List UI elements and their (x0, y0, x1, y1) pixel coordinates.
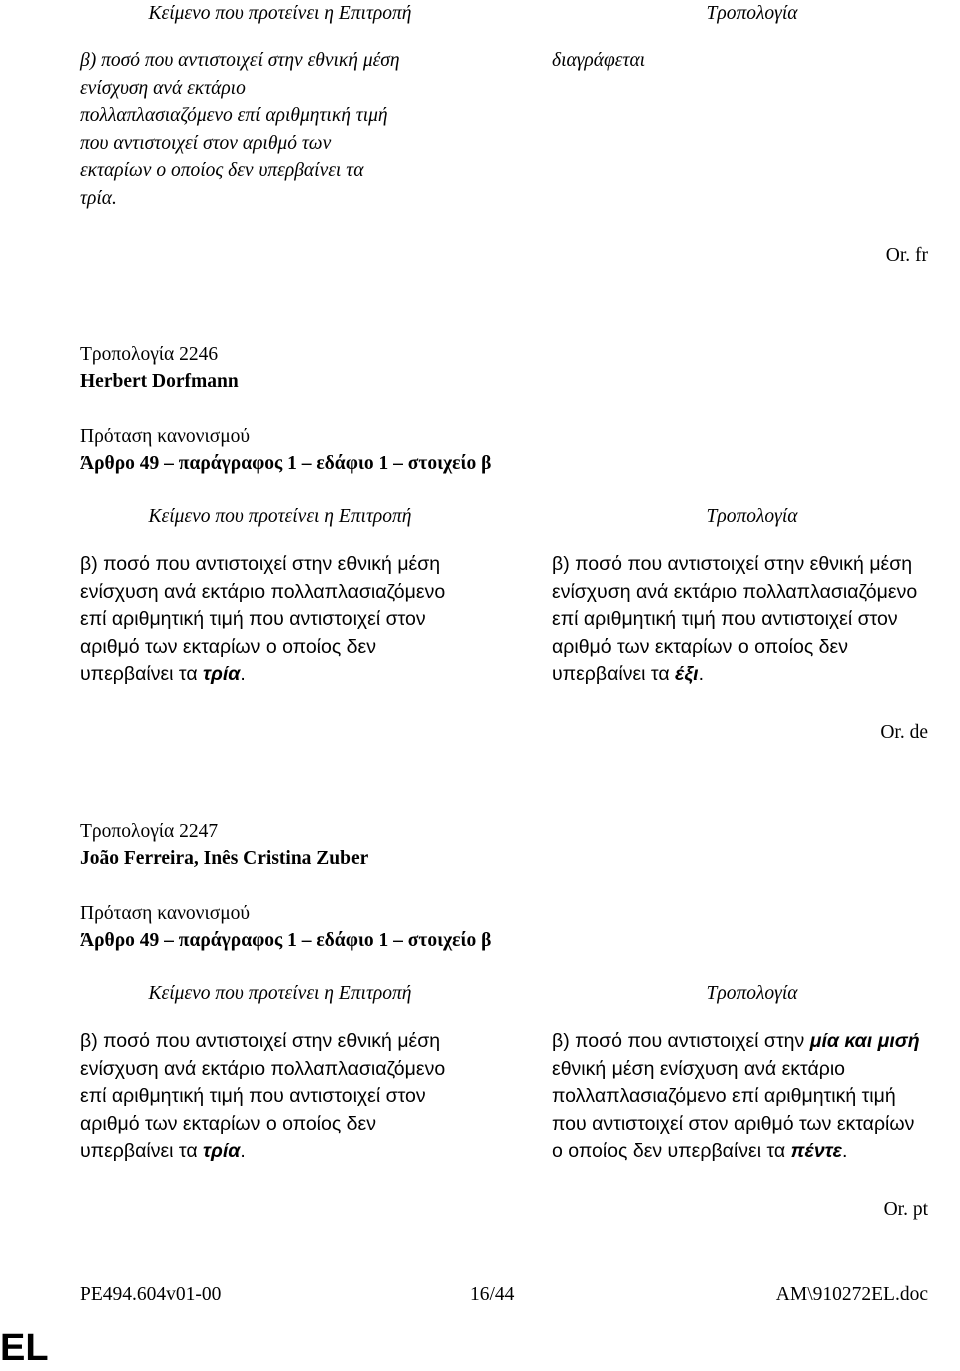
text-line (552, 661, 960, 689)
text-line: αριθμό των εκταρίων ο οποίος δεν (552, 635, 848, 658)
emphasized-text: τρία (203, 663, 241, 685)
text-line: β) ποσό που αντιστοιχεί στην εθνική μέση (80, 553, 441, 575)
text-line: πολλαπλασιαζόμενο επί αριθμητική τιμή (552, 1085, 896, 1107)
text-line: ενίσχυση ανά εκτάριο πολλαπλασιαζόμενο (552, 580, 918, 603)
original-language: Or. de (880, 722, 928, 743)
text-line: ενίσχυση ανά εκτάριο πολλαπλασιαζόμενο (80, 580, 446, 603)
commission-text-deleted (80, 47, 490, 212)
article-reference: Άρθρο 49 – παράγραφος 1 – εδάφιο 1 – στοιχείο β (80, 930, 492, 951)
text-line (80, 1138, 490, 1166)
text-line: που αντιστοιχεί στον αριθμό των εκταρίων (552, 1112, 915, 1135)
emphasized-text: έξι (675, 663, 699, 685)
column-heading-commission-text: Κείμενο που προτείνει η Επιτροπή (148, 506, 412, 527)
amendment-text (552, 551, 960, 689)
text-line: πολλαπλασιαζόμενο επί αριθμητική τιμή (80, 105, 388, 126)
text-line: επί αριθμητική τιμή που αντιστοιχεί στον (80, 608, 426, 630)
text-line (552, 1138, 960, 1166)
text-plain: . (240, 663, 246, 685)
amendment-text-deleted: διαγράφεται (552, 50, 646, 71)
text-plain: . (240, 1140, 246, 1162)
text-plain: ο οποίος δεν υπερβαίνει τα (552, 1140, 791, 1162)
commission-text (80, 1028, 490, 1166)
emphasized-text: πέντε (790, 1140, 842, 1162)
language-code: EL (0, 1327, 49, 1369)
proposal-label: Πρόταση κανονισμού (80, 426, 251, 447)
text-line: που αντιστοιχεί στον αριθμό των (80, 132, 332, 154)
original-language: Or. pt (883, 1199, 928, 1220)
amendment-title: Τροπολογία 2247 (80, 821, 219, 842)
text-line: ενίσχυση ανά εκτάριο πολλαπλασιαζόμενο (80, 1057, 446, 1080)
article-reference: Άρθρο 49 – παράγραφος 1 – εδάφιο 1 – στοιχείο β (80, 453, 492, 474)
column-heading-amendment: Τροπολογία (706, 3, 798, 24)
text-line: τρία. (80, 187, 117, 209)
amendment-title: Τροπολογία 2246 (80, 344, 219, 365)
text-plain: . (841, 1140, 848, 1162)
emphasized-text: τρία (203, 1140, 241, 1162)
amendment-text (552, 1028, 960, 1166)
text-line: β) ποσό που αντιστοιχεί στην εθνική μέση (80, 50, 400, 71)
text-line: αριθμό των εκταρίων ο οποίος δεν (80, 635, 376, 658)
text-line (80, 661, 490, 689)
column-heading-commission-text: Κείμενο που προτείνει η Επιτροπή (148, 3, 412, 24)
original-language: Or. fr (885, 245, 928, 266)
text-line (552, 1028, 960, 1056)
amendment-authors: João Ferreira, Inês Cristina Zuber (80, 848, 369, 869)
footer-page-number: 16/44 (470, 1284, 515, 1305)
footer-document-reference: PE494.604v01-00 (80, 1284, 222, 1305)
emphasized-text: μία και μισή (809, 1030, 920, 1052)
column-heading-commission-text: Κείμενο που προτείνει η Επιτροπή (148, 983, 412, 1004)
text-plain: υπερβαίνει τα (80, 663, 204, 685)
text-line: β) ποσό που αντιστοιχεί στην εθνική μέση (80, 1030, 441, 1052)
column-heading-amendment: Τροπολογία (706, 506, 798, 527)
text-line: επί αριθμητική τιμή που αντιστοιχεί στον (552, 608, 898, 630)
text-line: ενίσχυση ανά εκτάριο (80, 77, 246, 99)
proposal-label: Πρόταση κανονισμού (80, 903, 251, 924)
text-line: εκταρίων ο οποίος δεν υπερβαίνει τα (80, 160, 364, 181)
text-plain: υπερβαίνει τα (552, 663, 676, 685)
text-plain: β) ποσό που αντιστοιχεί στην (552, 1030, 810, 1052)
text-plain: . (698, 663, 704, 685)
text-line: αριθμό των εκταρίων ο οποίος δεν (80, 1112, 376, 1135)
amendment-authors: Herbert Dorfmann (80, 371, 239, 392)
text-line: εθνική μέση ενίσχυση ανά εκτάριο (552, 1057, 845, 1080)
text-line: β) ποσό που αντιστοιχεί στην εθνική μέση (552, 553, 913, 575)
text-plain: υπερβαίνει τα (80, 1140, 204, 1162)
text-line: επί αριθμητική τιμή που αντιστοιχεί στον (80, 1085, 426, 1107)
footer-file-name: AM\910272EL.doc (775, 1284, 928, 1305)
commission-text (80, 551, 490, 689)
column-heading-amendment: Τροπολογία (706, 983, 798, 1004)
